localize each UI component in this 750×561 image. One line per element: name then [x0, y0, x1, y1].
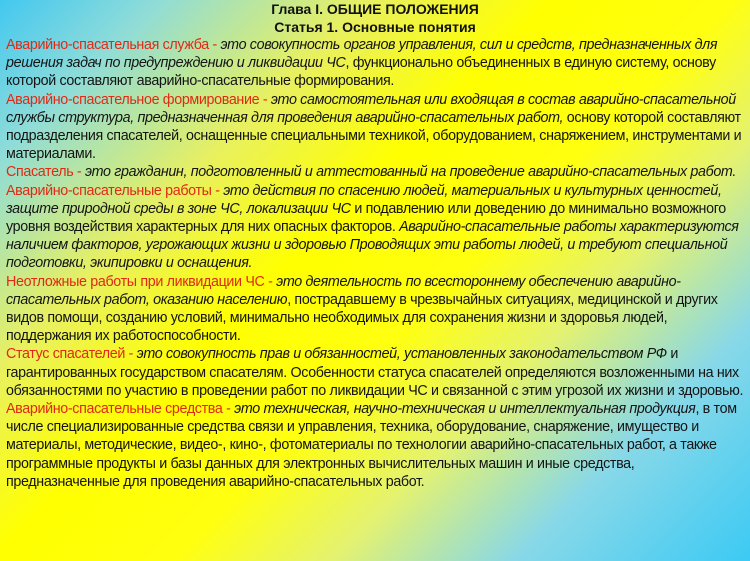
- definition-italic-text: это действия по спасению людей, материальных и культурных ценностей, защите природной среды в зоне ЧС, локализации ЧС: [6, 182, 722, 217]
- definition-text: основу которой составляют подразделения спасателей, оснащенные специальными техникой, оборудованием, снаряжением, инструментами и материалами.: [6, 109, 742, 163]
- definition-rescue-equipment: [6, 400, 744, 491]
- chapter-title: Глава I. ОБЩИЕ ПОЛОЖЕНИЯ: [271, 1, 479, 17]
- definition-urgent-works: [6, 273, 744, 346]
- definition-text: , пострадавшему в чрезвычайных ситуациях, медицинской и других видов помощи, созданию условий, минимально необходимых для сохранения жизни и здоровья людей, поддержания их работоспособности.: [6, 291, 718, 345]
- definition-italic-text: это гражданин, подготовленный и аттестованный на проведение аварийно-спасательных работ.: [84, 164, 736, 181]
- definition-term: Статус спасателей: [6, 346, 125, 363]
- definition-term: Спасатель: [6, 164, 74, 181]
- definition-italic-text-2: Аварийно-спасательные работы характеризуются наличием факторов, угрожающих жизни и здоровью Проводящих эти работы людей, и требуют специальной подготовки, экипировки и оснащения.: [6, 219, 739, 272]
- definition-separator: -: [208, 37, 221, 53]
- definition-italic-text: это самостоятельная или входящая в состав аварийно-спасательной службы структура, предназначенная для проведения аварийно-спасательных работ,: [6, 91, 736, 126]
- definition-term: Аварийно-спасательные средства: [6, 401, 223, 418]
- definition-rescue-operations: [6, 182, 744, 273]
- definition-text: и подавлению или доведению до минимально возможного уровня воздействия характерных для них опасных факторов.: [6, 200, 726, 236]
- definitions-body: [0, 36, 750, 491]
- definition-rescue-unit: [6, 91, 744, 164]
- definition-separator: -: [211, 182, 224, 199]
- definition-term: Аварийно-спасательное формирование: [6, 91, 260, 108]
- definition-rescue-service: [6, 36, 744, 91]
- definition-separator: -: [73, 164, 85, 181]
- definition-text: , функционально объединенных в единую систему, основу которой составляют аварийно-спасательные формирования.: [6, 55, 716, 90]
- definition-text: и гарантированных государством спасателям. Особенности статуса спасателей определяются возложенными на них обязанностями по участию в проведении работ по ликвидации ЧС и связанной с этим угрозой их жизни и здоровью.: [6, 346, 744, 399]
- definition-separator: -: [222, 401, 235, 418]
- definition-term: Неотложные работы при ликвидации ЧС: [6, 273, 265, 290]
- definition-rescuer-status: [6, 345, 744, 400]
- definition-term: Аварийно-спасательная служба: [6, 37, 209, 53]
- definition-text: , в том числе специализированные средства связи и управления, техника, оборудование, снаряжение, имущество и материалы, методические, видео-, кино-, фотоматериалы по технологии аварийно-спасательных работ, а также программные продукты и базы данных для электронных вычислительных машин и иные средства, предназначенные для проведения аварийно-спасательных работ.: [6, 401, 737, 490]
- article-title: Статья 1. Основные понятия: [274, 19, 476, 35]
- definition-italic-text: это совокупность органов управления, сил и средств, предназначенных для решения задач по предупреждению и ликвидации ЧС: [6, 37, 718, 72]
- definition-term: Аварийно-спасательные работы: [6, 182, 212, 199]
- definition-separator: -: [125, 346, 137, 363]
- definition-italic-text: это техническая, научно-техническая и интеллектуальная продукция: [234, 401, 696, 418]
- definition-italic-text: это деятельность по всестороннему обеспечению аварийно- спасательных работ, оказанию населению: [6, 273, 681, 308]
- definition-italic-text: это совокупность прав и обязанностей, установленных законодательством РФ: [136, 346, 667, 363]
- definition-rescuer: [6, 163, 744, 181]
- definition-separator: -: [259, 91, 271, 108]
- definition-separator: -: [264, 273, 277, 290]
